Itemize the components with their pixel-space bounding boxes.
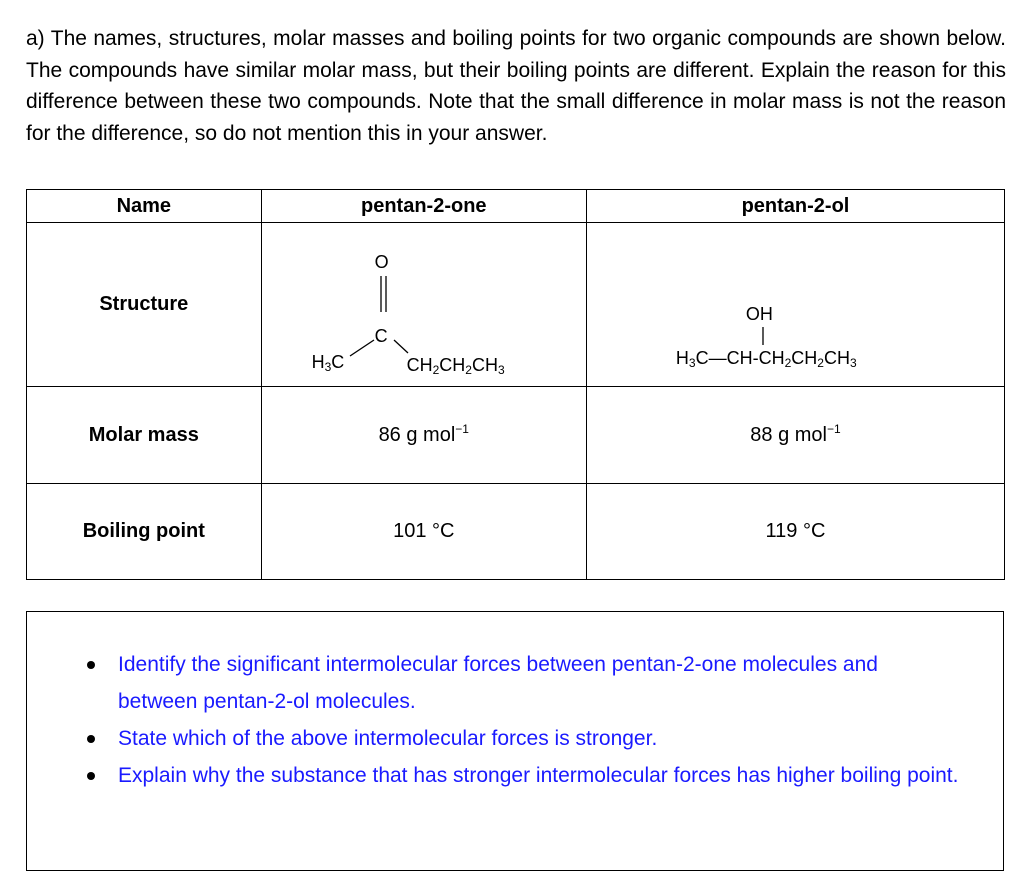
alcohol-structure-cell — [586, 223, 1004, 387]
header-name: Name — [27, 190, 262, 223]
molar-mass-row — [27, 387, 1005, 484]
boiling-point-row — [27, 484, 1005, 580]
alcohol-hydroxyl: OH — [745, 304, 773, 324]
pentan-2-ol-structure — [587, 223, 1004, 386]
bullet-icon — [87, 735, 95, 743]
ketone-carbon: C — [374, 326, 388, 346]
row-label-structure: Structure — [27, 223, 262, 387]
header-pentan-2-one: pentan-2-one — [261, 190, 586, 223]
header-pentan-2-ol: pentan-2-ol — [586, 190, 1004, 223]
ketone-oxygen: O — [374, 252, 389, 272]
question-intro: a) The names, structures, molar masses and boiling points for two organic compounds are shown below. The compounds have similar molar mass, but their boiling points are different. Explain the reason for this difference between these two compounds. Note that the small difference in molar mass is not the reason for the difference, so do not mention this in your answer. — [26, 27, 1006, 145]
alcohol-chain: $H_3C—CH-CH_2CH_2CH_3$ — [675, 348, 857, 370]
ketone-structure-cell — [261, 223, 586, 387]
ketone-molar-mass: 86 g mol$^{-1}$ — [261, 387, 586, 484]
ketone-left-group: $H_3C$ — [311, 352, 345, 374]
compound-table — [26, 189, 1005, 580]
task-list — [79, 646, 959, 794]
ketone-right-group: $CH_2CH_2CH_3$ — [406, 355, 505, 377]
pentan-2-one-structure — [262, 223, 586, 386]
alcohol-molar-mass: 88 g mol$^{-1}$ — [586, 387, 1004, 484]
bullet-icon — [87, 772, 95, 780]
alcohol-boiling-point: 119 °C — [586, 484, 1004, 580]
row-label-molar-mass: Molar mass — [27, 387, 262, 484]
ketone-boiling-point: 101 °C — [261, 484, 586, 580]
table-header-row — [27, 190, 1005, 223]
list-item: Explain why the substance that has stronger intermolecular forces has higher boiling point. — [79, 757, 959, 794]
bullet-icon — [87, 661, 95, 669]
list-item: State which of the above intermolecular forces is stronger. — [79, 720, 959, 757]
task-box — [26, 611, 1004, 871]
list-item: Identify the significant intermolecular forces between pentan-2-one molecules and between pentan-2-ol molecules. — [79, 646, 959, 720]
structure-row — [27, 223, 1005, 387]
row-label-boiling-point: Boiling point — [27, 484, 262, 580]
